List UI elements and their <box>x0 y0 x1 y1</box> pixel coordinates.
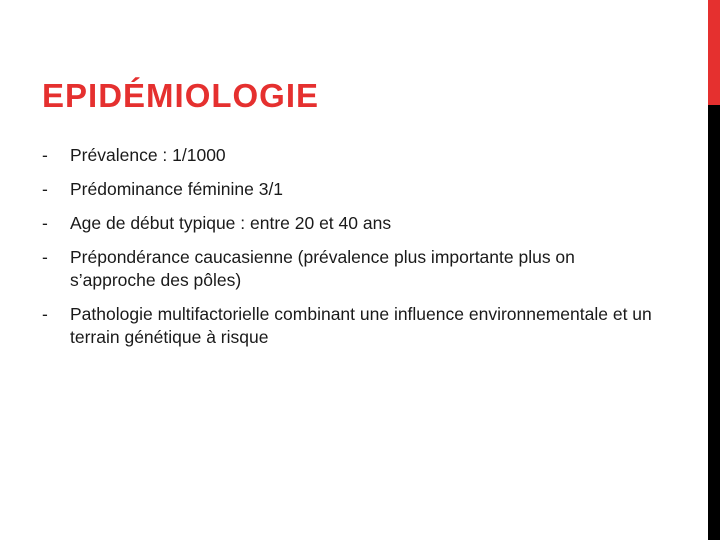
bullet-marker: - <box>42 145 48 165</box>
bullet-text: Prévalence : 1/1000 <box>70 145 226 165</box>
bullet-marker: - <box>42 247 48 267</box>
bullet-marker: - <box>42 213 48 233</box>
bullet-item <box>42 144 662 167</box>
bullet-text: Age de début typique : entre 20 et 40 ans <box>70 213 392 233</box>
side-bar <box>708 0 720 540</box>
bullet-item <box>42 212 662 235</box>
bullet-marker: - <box>42 179 48 199</box>
bullet-text: Pathologie multifactorielle combinant une influence environnementale et un terrain génétique à risque <box>70 304 652 347</box>
bullet-text: Prépondérance caucasienne (prévalence plus importante plus on s’approche des pôles) <box>70 247 575 290</box>
bullet-item <box>42 303 662 349</box>
bullet-item <box>42 178 662 201</box>
bullet-item <box>42 246 662 292</box>
bullet-list <box>42 144 662 360</box>
side-bar-accent <box>708 0 720 105</box>
slide-title: EPIDÉMIOLOGIE <box>42 77 320 114</box>
bullet-text: Prédominance féminine 3/1 <box>70 179 284 199</box>
bullet-marker: - <box>42 304 48 324</box>
